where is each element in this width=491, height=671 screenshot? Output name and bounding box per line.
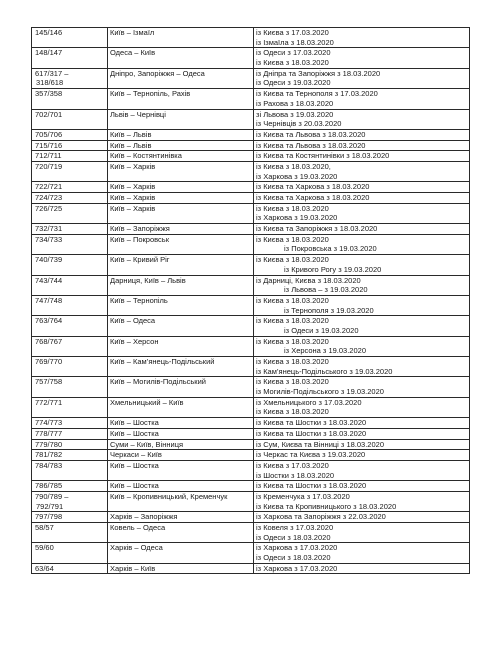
- route-text: Київ – Кропивницький, Кременчук: [110, 491, 228, 501]
- route-text: Київ – Херсон: [110, 336, 159, 346]
- route-text: Харків – Київ: [110, 563, 156, 573]
- date-text: із Києва та Костянтинівки з 18.03.2020: [256, 151, 390, 161]
- date-text: із Києва з 17.03.2020: [256, 460, 329, 470]
- date-text: із Чернівців з 20.03.2020: [256, 119, 342, 129]
- dates-cell: [254, 151, 470, 162]
- date-text: із Ковеля з 17.03.2020: [256, 523, 334, 532]
- date-text: із Херсона з 19.03.2020: [284, 346, 366, 356]
- train-number-cell: [32, 357, 108, 377]
- train-schedule-table: [31, 27, 470, 574]
- date-text: із Києва та Харкова з 18.03.2020: [256, 182, 370, 192]
- route-text: Київ – Харків: [110, 203, 156, 213]
- dates-cell: [254, 397, 470, 417]
- date-text: із Тернополя з 19.03.2020: [284, 305, 374, 315]
- route-text: Київ – Покровськ: [110, 234, 169, 244]
- date-text: із Києва та Шостки з 18.03.2020: [256, 481, 367, 491]
- table-row: [32, 193, 470, 204]
- date-text: із Могилів-Подільського з 19.03.2020: [256, 387, 384, 397]
- train-number-text: 705/706: [35, 129, 63, 139]
- route-cell: [108, 89, 254, 109]
- dates-cell: [254, 224, 470, 235]
- dates-cell: [254, 523, 470, 543]
- date-text: із Києва з 18.03.2020: [256, 336, 329, 346]
- train-number-cell: [32, 182, 108, 193]
- route-cell: [108, 129, 254, 140]
- train-number-text: 797/798: [35, 512, 63, 522]
- table-row: [32, 182, 470, 193]
- route-text: Черкаси – Київ: [110, 450, 162, 460]
- train-number-text: 779/780: [35, 439, 63, 449]
- date-text: із Києва з 18.03.2020: [256, 234, 329, 244]
- route-text: Київ – Харків: [110, 182, 156, 192]
- route-text: Одеса – Київ: [110, 48, 156, 58]
- date-text: із Сум, Києва та Вінниці з 18.03.2020: [256, 439, 384, 449]
- train-number-text: 148/147: [35, 48, 63, 58]
- route-cell: [108, 203, 254, 223]
- date-text: із Києва та Запоріжжя з 18.03.2020: [256, 224, 378, 234]
- train-number-text: 781/782: [35, 450, 63, 460]
- route-text: Київ – Могилів-Подільський: [110, 377, 206, 387]
- dates-cell: [254, 460, 470, 480]
- table-row: [32, 418, 470, 429]
- date-text: із Києва з 18.03.2020: [256, 255, 329, 265]
- dates-cell: [254, 512, 470, 523]
- route-text: Київ – Шостка: [110, 428, 159, 438]
- train-number-cell: [32, 28, 108, 48]
- table-row: [32, 397, 470, 417]
- route-cell: [108, 357, 254, 377]
- table-row: [32, 428, 470, 439]
- train-number-cell: [32, 336, 108, 356]
- train-number-cell: [32, 275, 108, 295]
- train-number-text: 63/64: [35, 563, 54, 573]
- date-text: із Києва з 18.03.2020: [256, 295, 329, 305]
- train-number-text: 769/770: [35, 357, 63, 366]
- train-number-text: 772/771: [35, 397, 63, 407]
- table-row: [32, 68, 470, 88]
- table-row: [32, 295, 470, 315]
- date-text: із Києва та Тернополя з 17.03.2020: [256, 89, 378, 99]
- dates-cell: [254, 377, 470, 397]
- train-number-cell: [32, 450, 108, 461]
- train-number-cell: [32, 460, 108, 480]
- train-number-cell: [32, 193, 108, 204]
- dates-cell: [254, 193, 470, 204]
- train-number-cell: [32, 543, 108, 563]
- route-text: Київ – Львів: [110, 140, 152, 150]
- dates-cell: [254, 129, 470, 140]
- date-text: із Києва з 18.03.2020: [256, 357, 329, 366]
- train-number-cell: [32, 397, 108, 417]
- route-text: Київ – Ізмаїл: [110, 28, 155, 37]
- date-text: із Києва з 18.03.2020: [256, 316, 329, 326]
- route-cell: [108, 336, 254, 356]
- dates-cell: [254, 68, 470, 88]
- table-row: [32, 151, 470, 162]
- date-text: із Одеси з 18.03.2020: [256, 532, 331, 542]
- date-text: із Харкова з 19.03.2020: [256, 213, 338, 223]
- date-text: із Києва та Шостки з 18.03.2020: [256, 428, 367, 438]
- train-number-cell: [32, 224, 108, 235]
- train-number-cell: [32, 129, 108, 140]
- date-text: зі Львова з 19.03.2020: [256, 109, 334, 119]
- date-text: із Кривого Рогу з 19.03.2020: [284, 264, 382, 274]
- date-text: із Дніпра та Запоріжжя з 18.03.2020: [256, 68, 381, 78]
- date-text: із Хмельницького з 17.03.2020: [256, 397, 362, 407]
- route-cell: [108, 418, 254, 429]
- dates-cell: [254, 182, 470, 193]
- route-cell: [108, 109, 254, 129]
- date-text: із Києва з 18.03.2020,: [256, 161, 331, 171]
- train-number-cell: [32, 428, 108, 439]
- dates-cell: [254, 357, 470, 377]
- date-text: із Києва та Львова з 18.03.2020: [256, 129, 366, 139]
- route-cell: [108, 48, 254, 68]
- dates-cell: [254, 275, 470, 295]
- route-text: Київ – Кам’янець-Подільський: [110, 357, 215, 366]
- route-text: Дарниця, Київ – Львів: [110, 275, 186, 285]
- date-text: із Харкова та Запоріжжя з 22.03.2020: [256, 512, 386, 522]
- date-text: із Харкова з 17.03.2020: [256, 543, 338, 553]
- table-row: [32, 203, 470, 223]
- date-text: із Кам’янець-Подільського з 19.03.2020: [256, 366, 393, 376]
- dates-cell: [254, 439, 470, 450]
- route-cell: [108, 140, 254, 151]
- date-text: із Одеси з 19.03.2020: [256, 78, 331, 88]
- dates-cell: [254, 491, 470, 511]
- train-number-cell: [32, 48, 108, 68]
- route-text: Київ – Тернопіль: [110, 295, 168, 305]
- route-text: Хмельницький – Київ: [110, 397, 184, 407]
- dates-cell: [254, 481, 470, 492]
- table-row: [32, 48, 470, 68]
- train-number-text: 145/146: [35, 28, 63, 37]
- dates-cell: [254, 255, 470, 275]
- route-text: Київ – Тернопіль, Рахів: [110, 89, 191, 99]
- dates-cell: [254, 89, 470, 109]
- train-number-cell: [32, 523, 108, 543]
- train-number-text: 617/317 –: [35, 68, 69, 78]
- table-row: [32, 450, 470, 461]
- train-number-text: 702/701: [35, 109, 63, 119]
- train-number-cell: [32, 377, 108, 397]
- dates-cell: [254, 543, 470, 563]
- route-cell: [108, 428, 254, 439]
- date-text: із Києва та Львова з 18.03.2020: [256, 140, 366, 150]
- route-cell: [108, 161, 254, 181]
- train-number-text: 757/758: [35, 377, 63, 387]
- route-cell: [108, 151, 254, 162]
- train-number-text: 726/725: [35, 203, 63, 213]
- train-number-text: 734/733: [35, 234, 63, 244]
- train-number-cell: [32, 151, 108, 162]
- date-text: із Одеси з 17.03.2020: [256, 48, 331, 58]
- route-cell: [108, 491, 254, 511]
- route-cell: [108, 512, 254, 523]
- route-cell: [108, 523, 254, 543]
- train-number-text: 743/744: [35, 275, 63, 285]
- train-number-cell: [32, 295, 108, 315]
- date-text: із Одеси з 18.03.2020: [256, 553, 331, 563]
- train-number-text: 318/618: [36, 78, 64, 88]
- train-number-text: 732/731: [35, 224, 63, 234]
- date-text: із Кременчука з 17.03.2020: [256, 491, 350, 501]
- table-row: [32, 316, 470, 336]
- route-text: Київ – Кривий Ріг: [110, 255, 170, 265]
- date-text: із Києва з 18.03.2020: [256, 407, 329, 417]
- train-number-cell: [32, 234, 108, 254]
- train-number-cell: [32, 316, 108, 336]
- train-number-text: 357/358: [35, 89, 63, 99]
- table-row: [32, 357, 470, 377]
- date-text: із Черкас та Києва з 19.03.2020: [256, 450, 366, 460]
- table-row: [32, 512, 470, 523]
- route-cell: [108, 563, 254, 574]
- date-text: із Харкова з 17.03.2020: [256, 563, 338, 573]
- train-number-text: 778/777: [35, 428, 63, 438]
- route-cell: [108, 255, 254, 275]
- dates-cell: [254, 295, 470, 315]
- dates-cell: [254, 428, 470, 439]
- table-row: [32, 129, 470, 140]
- route-text: Київ – Шостка: [110, 481, 159, 491]
- train-number-cell: [32, 439, 108, 450]
- route-text: Київ – Харків: [110, 161, 156, 171]
- train-number-text: 722/721: [35, 182, 63, 192]
- route-cell: [108, 182, 254, 193]
- date-text: із Шостки з 18.03.2020: [256, 470, 335, 480]
- train-number-text: 724/723: [35, 193, 63, 202]
- route-text: Київ – Запоріжжя: [110, 224, 170, 234]
- table-row: [32, 89, 470, 109]
- table-row: [32, 543, 470, 563]
- route-text: Ковель – Одеса: [110, 523, 166, 532]
- train-number-text: 712/711: [35, 151, 62, 161]
- route-cell: [108, 275, 254, 295]
- train-number-cell: [32, 418, 108, 429]
- table-row: [32, 491, 470, 511]
- dates-cell: [254, 161, 470, 181]
- route-cell: [108, 439, 254, 450]
- route-text: Київ – Харків: [110, 193, 156, 202]
- table-row: [32, 161, 470, 181]
- date-text: із Рахова з 18.03.2020: [256, 98, 334, 108]
- train-number-text: 747/748: [35, 295, 63, 305]
- route-cell: [108, 450, 254, 461]
- train-number-text: 792/791: [36, 501, 64, 511]
- train-number-text: 740/739: [35, 255, 63, 265]
- train-number-cell: [32, 161, 108, 181]
- train-number-text: 59/60: [35, 543, 54, 553]
- train-number-text: 763/764: [35, 316, 63, 326]
- train-number-text: 720/719: [35, 161, 63, 171]
- dates-cell: [254, 28, 470, 48]
- dates-cell: [254, 316, 470, 336]
- route-text: Київ – Шостка: [110, 460, 159, 470]
- route-cell: [108, 543, 254, 563]
- table-row: [32, 481, 470, 492]
- train-number-text: 786/785: [35, 481, 63, 491]
- route-cell: [108, 224, 254, 235]
- route-cell: [108, 481, 254, 492]
- table-row: [32, 460, 470, 480]
- route-cell: [108, 460, 254, 480]
- route-cell: [108, 316, 254, 336]
- table-row: [32, 140, 470, 151]
- route-cell: [108, 377, 254, 397]
- route-text: Київ – Львів: [110, 129, 152, 139]
- date-text: із Києва з 18.03.2020: [256, 58, 329, 68]
- route-text: Дніпро, Запоріжжя – Одеса: [110, 68, 205, 78]
- route-text: Київ – Одеса: [110, 316, 156, 326]
- table-row: [32, 255, 470, 275]
- train-number-text: 768/767: [35, 336, 63, 346]
- dates-cell: [254, 203, 470, 223]
- train-number-cell: [32, 89, 108, 109]
- train-number-text: 58/57: [35, 523, 54, 532]
- route-text: Харків – Одеса: [110, 543, 163, 553]
- route-cell: [108, 295, 254, 315]
- route-cell: [108, 193, 254, 204]
- train-number-cell: [32, 481, 108, 492]
- table-row: [32, 28, 470, 48]
- train-number-cell: [32, 68, 108, 88]
- route-text: Харків – Запоріжжя: [110, 512, 178, 522]
- date-text: із Одеси з 19.03.2020: [284, 325, 359, 335]
- train-number-text: 715/716: [35, 140, 63, 150]
- train-number-text: 774/773: [35, 418, 63, 428]
- train-number-cell: [32, 563, 108, 574]
- dates-cell: [254, 48, 470, 68]
- dates-cell: [254, 336, 470, 356]
- table-row: [32, 224, 470, 235]
- table-row: [32, 109, 470, 129]
- table-row: [32, 275, 470, 295]
- dates-cell: [254, 450, 470, 461]
- table-row: [32, 523, 470, 543]
- dates-cell: [254, 418, 470, 429]
- route-cell: [108, 68, 254, 88]
- train-number-cell: [32, 491, 108, 511]
- dates-cell: [254, 109, 470, 129]
- dates-cell: [254, 140, 470, 151]
- route-text: Суми – Київ, Вінниця: [110, 439, 184, 449]
- date-text: із Дарниці, Києва з 18.03.2020: [256, 275, 361, 285]
- date-text: із Києва з 18.03.2020: [256, 203, 329, 213]
- train-number-text: 784/783: [35, 460, 63, 470]
- train-number-cell: [32, 109, 108, 129]
- dates-cell: [254, 563, 470, 574]
- train-number-cell: [32, 140, 108, 151]
- date-text: із Львова – з 19.03.2020: [284, 285, 368, 295]
- date-text: із Києва та Харкова з 18.03.2020: [256, 193, 370, 202]
- train-number-cell: [32, 512, 108, 523]
- table-row: [32, 439, 470, 450]
- table-row: [32, 377, 470, 397]
- train-number-text: 790/789 –: [35, 491, 69, 501]
- route-text: Львів – Чернівці: [110, 109, 166, 119]
- table-row: [32, 234, 470, 254]
- route-cell: [108, 397, 254, 417]
- route-text: Київ – Костянтинівка: [110, 151, 182, 161]
- dates-cell: [254, 234, 470, 254]
- route-text: Київ – Шостка: [110, 418, 159, 428]
- date-text: із Києва з 18.03.2020: [256, 377, 329, 387]
- date-text: із Покровська з 19.03.2020: [284, 244, 377, 254]
- date-text: із Києва з 17.03.2020: [256, 28, 329, 37]
- train-number-cell: [32, 203, 108, 223]
- date-text: із Ізмаїла з 18.03.2020: [256, 37, 334, 47]
- date-text: із Харкова з 19.03.2020: [256, 171, 338, 181]
- date-text: із Києва та Шостки з 18.03.2020: [256, 418, 367, 428]
- table-row: [32, 336, 470, 356]
- table-body: [32, 28, 470, 574]
- table-row: [32, 563, 470, 574]
- date-text: із Києва та Кропивницького з 18.03.2020: [256, 501, 397, 511]
- route-cell: [108, 234, 254, 254]
- route-cell: [108, 28, 254, 48]
- train-number-cell: [32, 255, 108, 275]
